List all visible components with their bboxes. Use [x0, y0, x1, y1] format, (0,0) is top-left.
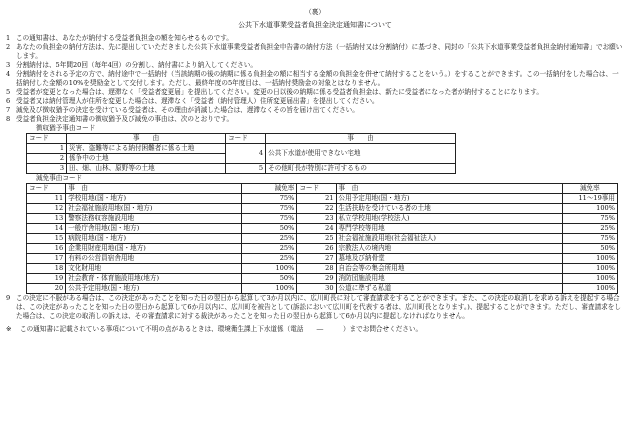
col-code: コード	[27, 134, 67, 144]
col-reason: 事 由	[266, 134, 456, 144]
col-reason: 事 由	[67, 134, 226, 144]
reduction-heading: 減免事由コード	[36, 174, 83, 182]
note-item: 2 あなたの負担金の納付方法は、先に提出していただきました公共下水道事業受益者負担金申告書の納付方法（一括納付又は分割納付）に基づき、同封の「公共下水道事業受益者負担金納付通知書」でお願いします。	[6, 43, 623, 60]
note-item: 1 この通知書は、あなたが納付する受益者負担金の額を知らせるものです。	[6, 34, 233, 42]
reduction-table	[26, 183, 618, 294]
table-header-row: コード 事 由 減免率 コード 事 由 減免率	[27, 184, 618, 194]
table-row: 17 有料の公営員宿舎用地 25% 27 墓地及び納骨堂 100%	[27, 254, 618, 264]
note-item: 3 分割納付は、5年間20回（毎年4回）の分割し、納付書により納入してください。	[6, 61, 257, 69]
table-row: 18 文化財用地 100% 28 自治会等の集会所用地 100%	[27, 264, 618, 274]
deferral-heading: 徴収猶予事由コード	[36, 124, 96, 132]
table-row: 19 社会教育・体育施設用地(地方) 50% 29 消防団施設用地 100%	[27, 274, 618, 284]
table-header-row	[27, 134, 456, 144]
deferral-table	[26, 133, 456, 174]
notice-back-page	[6, 6, 624, 334]
note-item: 5 受益者が変更となった場合は、遅滞なく「受益者変更届」を提出してください。変更の日以後の納期に係る受益者負担金は、新たに受益者になった者が納付することになります。	[6, 88, 543, 96]
table-row: 2 係争中の土地	[27, 154, 456, 164]
col-code: コード	[226, 134, 266, 144]
note-item-appeal: 9 この決定に不服がある場合は、この決定があったことを知った日の翌日から起算して3か月以内に、広川町長に対して審査請求をすることができます。また、この決定の取消しを求める訴えを提起する場合は、この決定があったことを知った日の翌日から起算して6か月以内に、広川町を被告として(訴訟において広川町を代表する者は、広川町長となります。)、提起することができます。ただし、審査請求をした場合は、この決定の取消しの訴えは、その審査請求に対する裁決があったことを知った日の翌日から起算して6か月以内に提起しなければなりません。	[6, 294, 621, 320]
back-side-label: （裏）	[305, 8, 325, 16]
notes-top	[6, 34, 624, 124]
note-item: 4 分割納付をされる予定の方で、納付途中で一括納付（当該納期の後の納期に係る負担金の額に相当する金額の負担金を併せて納付することをいう。）をすることができます。この一括納付をした場合は、一括納付した金額の10%を奨励金として交付します。ただし、最終年度の5年度目は、一括納付奨励金の対象とはなりません。	[6, 70, 619, 87]
table-row: 14 一般庁舎用地(国・地方) 50% 24 専門学校等用地 25%	[27, 224, 618, 234]
footer-contact: ※ この通知書に記載されている事項について不明の点があるときは、環境衛生課上下水道係（電話 ― ）までお問合せください。	[6, 325, 423, 333]
table-row: 20 公共予定用地(国・地方) 100% 30 公道に準ずる私道 100%	[27, 284, 618, 294]
table-row: 12 社会福祉施設用地(国・地方) 75% 22 生活扶助を受けている者の土地 100%	[27, 204, 618, 214]
note-item: 7 減免及び徴収猶予の決定を受けている受益者は、その理由が消滅した場合は、遅滞なくその旨を届け出てください。	[6, 106, 359, 114]
note-item: 6 受益者又は納付管理人が住所を変更した場合は、遅滞なく「受益者（納付管理人）住所変更届出書」を提出してください。	[6, 97, 379, 105]
table-row: 16 企業用財産用地(国・地方) 25% 26 宗教法人の境内地 50%	[27, 244, 618, 254]
note-item: 8 受益者負担金決定通知書の徴収猶予及び減免の事由は、次のとおりです。	[6, 115, 234, 123]
table-row: 15 病院用地(国・地方) 25% 25 社会福祉施設用地(社会福祉法人) 75%	[27, 234, 618, 244]
page-title: 公共下水道事業受益者負担金決定通知書について	[238, 21, 392, 29]
table-row: 3 田、畑、山林、原野等の土地 5 その他町長が特別に許可するもの	[27, 164, 456, 174]
table-row: 11 学校用地(国・地方) 75% 21 公用予定用地(国・地方) 11〜19事用	[27, 194, 618, 204]
table-row: 1 災害、盗難等による納付困難者に係る土地 4 公共下水道が使用できない宅地	[27, 144, 456, 154]
table-row: 13 警察法務収容施設用地 75% 23 私立学校用地(学校法人) 75%	[27, 214, 618, 224]
